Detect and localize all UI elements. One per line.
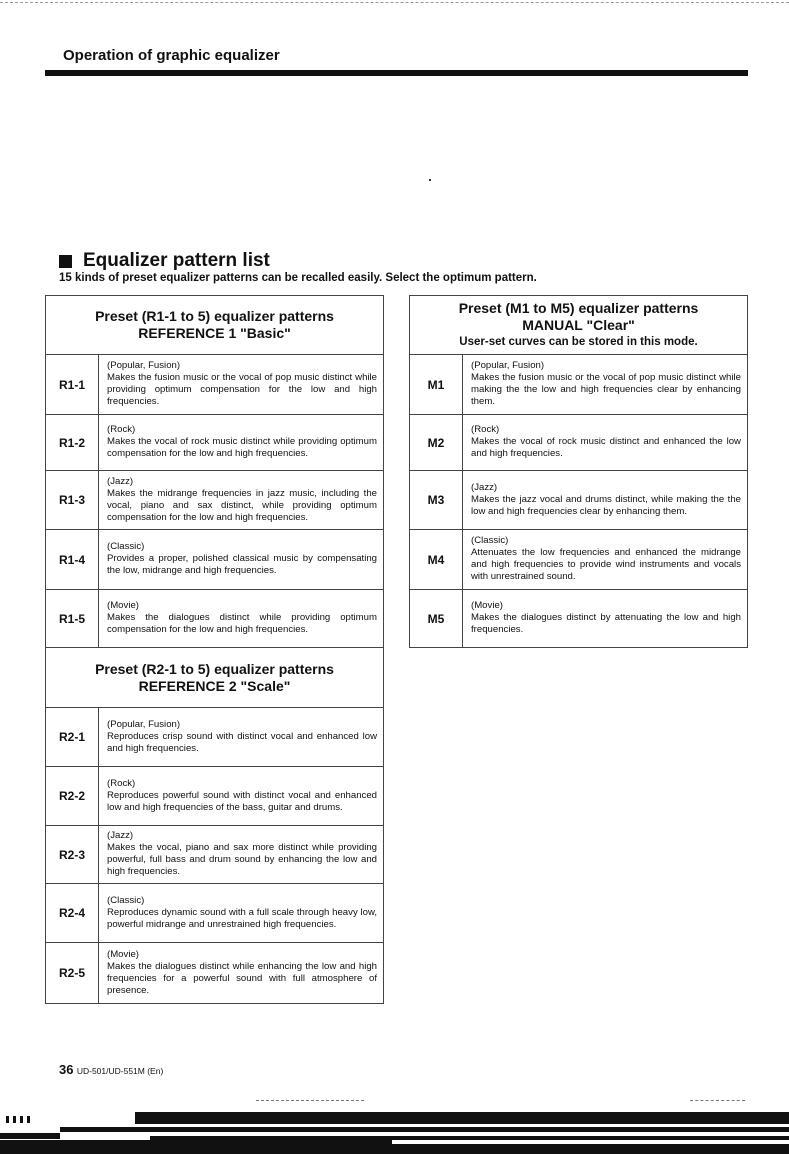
pattern-description [99,415,384,471]
pattern-genre: (Rock) [107,424,136,435]
pattern-text: Makes the fusion music or the vocal of pop music distinct while making the the low and high frequencies clear by enhancing them. [471,372,741,407]
table-row [410,471,748,530]
pattern-code: M1 [410,355,463,415]
pattern-description [99,826,384,884]
table-row [410,415,748,471]
table-row [46,708,384,767]
pattern-code: M2 [410,415,463,471]
pattern-text: Reproduces powerful sound with distinct vocal and enhanced low and high frequencies of the bass, guitar and drums. [107,789,378,813]
manual-title-line1: Preset (M1 to M5) equalizer patterns [458,300,699,316]
pattern-description [99,590,384,648]
manual-note: User-set curves can be stored in this mode. [459,336,698,348]
reference1-header [46,296,384,355]
pattern-genre: (Rock) [471,424,500,435]
reference1-title [46,296,384,355]
table-row [46,590,384,648]
square-bullet-icon [59,255,72,268]
pattern-genre: (Popular, Fusion) [107,360,181,371]
table-row [46,884,384,943]
table-row [46,471,384,530]
pattern-text: Makes the dialogues distinct by attenuating the low and high frequencies. [471,612,741,635]
page-number: 36 [59,1062,74,1077]
scan-bar [135,1112,789,1124]
pattern-genre: (Popular, Fusion) [471,360,545,371]
pattern-description [463,530,748,590]
pattern-code: R1-1 [46,355,99,415]
scan-artifact [6,1116,9,1123]
pattern-description [99,471,384,530]
page-footer [59,1062,163,1077]
scan-artifact [13,1116,16,1123]
pattern-text: Makes the fusion music or the vocal of pop music distinct while providing optimum compensation for the low and high frequencies. [107,372,378,407]
table-row [46,415,384,471]
pattern-genre: (Movie) [107,948,139,960]
pattern-description [99,767,384,826]
pattern-genre: (Rock) [107,777,136,789]
pattern-code: R2-4 [46,884,99,943]
pattern-text: Reproduces crisp sound with distinct vocal and enhanced low and high frequencies. [107,730,378,754]
pattern-code: R1-2 [46,415,99,471]
pattern-code: M3 [410,471,463,530]
scan-bar [60,1127,789,1132]
pattern-text: Provides a proper, polished classical music by compensating the low, midrange and high frequencies. [107,553,378,576]
scan-artifact [256,1100,364,1101]
table-row [46,767,384,826]
scan-artifact [27,1116,30,1123]
list-heading-text: Equalizer pattern list [83,250,270,271]
pattern-description [463,355,748,415]
scan-dot [429,179,431,181]
pattern-code: R1-4 [46,530,99,590]
reference1-title-line2: REFERENCE 1 "Basic" [138,325,291,341]
scan-artifact [690,1100,745,1101]
pattern-code: M5 [410,590,463,648]
pattern-description [99,708,384,767]
table-row [46,530,384,590]
reference2-header [46,648,384,708]
reference-table [45,295,384,1004]
manual-title-line2: MANUAL "Clear" [522,317,635,333]
table-row [46,826,384,884]
pattern-text: Makes the dialogues distinct while enhancing the low and high frequencies for a powerful sound with full atmosphere of presence. [107,960,378,996]
pattern-genre: (Popular, Fusion) [107,718,181,730]
pattern-description [99,884,384,943]
table-row [410,355,748,415]
table-row [410,590,748,648]
pattern-code: R2-2 [46,767,99,826]
pattern-genre: (Jazz) [471,481,498,493]
pattern-description [463,471,748,530]
top-dashed-border [0,2,789,3]
scan-bar [392,1144,789,1154]
title-rule [45,70,748,76]
pattern-code: R1-5 [46,590,99,648]
pattern-code: M4 [410,530,463,590]
scan-bar [0,1133,60,1139]
pattern-description [99,943,384,1004]
pattern-text: Makes the vocal, piano and sax more distinct while providing powerful, full bass and drum sound by enhancing the low and high frequencies. [107,842,378,877]
pattern-description [463,590,748,648]
pattern-text: Makes the vocal of rock music distinct while providing optimum compensation for the low and high frequencies. [107,436,378,459]
pattern-genre: (Classic) [107,894,145,906]
scan-bar [0,1140,392,1154]
model-number: UD-501/UD-551M (En) [76,1066,164,1076]
table-row [46,355,384,415]
reference2-title-line2: REFERENCE 2 "Scale" [138,677,291,694]
pattern-genre: (Movie) [107,600,139,611]
pattern-description [463,415,748,471]
pattern-genre: (Movie) [471,600,503,611]
manual-table [409,295,748,648]
pattern-code: R2-5 [46,943,99,1004]
pattern-text: Attenuates the low frequencies and enhanced the midrange and high frequencies to provide wind instruments and vocals with unrestrained sound. [471,547,741,582]
reference2-title-line1: Preset (R2-1 to 5) equalizer patterns [95,660,334,677]
manual-title [410,296,748,355]
pattern-description [99,530,384,590]
pattern-code: R2-3 [46,826,99,884]
manual-header [410,296,748,355]
pattern-genre: (Classic) [471,535,509,546]
pattern-code: R2-1 [46,708,99,767]
reference2-title [46,648,384,708]
pattern-description [99,355,384,415]
pattern-text: Makes the vocal of rock music distinct and enhanced the low and high frequencies. [471,436,741,459]
pattern-text: Makes the dialogues distinct while providing optimum compensation for the low and high frequencies. [107,612,378,635]
section-title: Operation of graphic equalizer [63,47,280,64]
pattern-genre: (Jazz) [107,475,134,487]
pattern-genre: (Jazz) [107,830,134,841]
intro-text: 15 kinds of preset equalizer patterns can be recalled easily. Select the optimum pattern. [59,272,537,284]
list-heading [59,250,270,272]
table-row [410,530,748,590]
pattern-text: Reproduces dynamic sound with a full scale through heavy low, powerful midrange and unrestrained high frequencies. [107,906,378,930]
pattern-text: Makes the jazz vocal and drums distinct, while making the the low and high frequencies clear by enhancing them. [471,493,741,517]
table-row [46,943,384,1004]
pattern-text: Makes the midrange frequencies in jazz music, including the vocal, piano and sax distinct, while providing optimum compensation for the low and high frequencies. [107,487,378,523]
scan-artifact [20,1116,23,1123]
reference1-title-line1: Preset (R1-1 to 5) equalizer patterns [95,308,334,324]
pattern-genre: (Classic) [107,541,145,552]
pattern-code: R1-3 [46,471,99,530]
